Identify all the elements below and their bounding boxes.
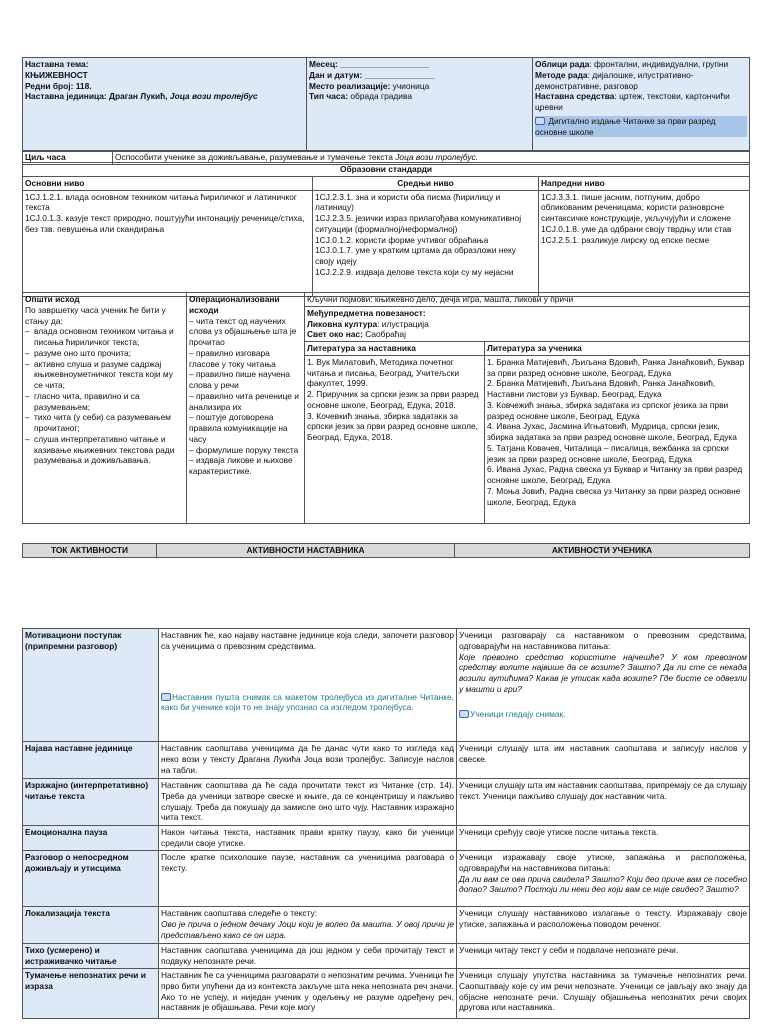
lit-item: 4. Ивана Јухас, Јасмина Игњатовић, Мудрица, српски језик, збирка задатака за први разред основне школе, Београд, Едука (487, 421, 737, 442)
student-digital: Ученици гледају снимак. (459, 709, 747, 720)
outcome-item: – влада основном техником читања и писања ћириличког текста; (25, 326, 174, 347)
methods-cell (533, 58, 750, 152)
topic-cell (23, 58, 307, 152)
key-concepts: Кључни појмови: књижевно дело, дечја игра, машта, ликови у причи (305, 293, 750, 307)
unit-label: Наставна јединица: (25, 91, 107, 102)
standard-item: 1СЈ.0.1.7. уме у кратким цртама да образложи неку своју идеју (315, 245, 516, 266)
student-lit-list (485, 355, 750, 523)
date-cell (307, 58, 533, 152)
activities-table (22, 628, 750, 1019)
standard-item: 1СЈ.3.3.1. пише јасним, потпуним, добро обликованим реченицама; користи разноврсне синтаксичке конструкције, укључујући и сложене (541, 191, 731, 223)
type-value: обрада градива (350, 91, 412, 102)
outcomes-table (22, 292, 750, 524)
standard-item: 1СЈ.1.2.1. влада основном техником читања ћириличког и латиничког текста (25, 191, 297, 213)
month-field: Месец: ___________________ (309, 59, 429, 69)
standard-item: 1СЈ.2.5.1. разликује лирску од епске песме (541, 234, 710, 245)
activity-student: Ученици слушају наставниково излагање о тексту. Изражавају своје утиске, запажања и расположења поводом реченог. (457, 907, 750, 944)
activity-teacher: Наставник саопштава ученицима да ће данас чути како то изгледа кад неко вози у тексту Драгана Лукића Јоца вози тролејбус. Записује наслов на табли. (159, 742, 457, 779)
place-value: учионица (392, 80, 430, 91)
lit-item: 7. Моња Јовић, Радна свеска уз Читанку за први разред основне школе, Београд, Едука (487, 485, 741, 507)
activity-stage: Мотивациони поступак (припремни разговор) (23, 629, 159, 742)
basic-level-title: Основни ниво (23, 176, 313, 190)
activity-row (23, 944, 750, 969)
forms-value: : фронтални, индивидуални, групни (589, 59, 729, 69)
teacher-lit-list (305, 355, 485, 523)
methods-value: : дијалошке, илустративно-демонстративне, разговор (535, 69, 694, 91)
lit-item: 5. Татјана Ковачев, Читалица – писалица, вежбанка за српски језик за први разред основне школе, Београд, Едука (487, 442, 729, 464)
lit-item: 3. Кочевкић знања, збирка задатака за српски језик за први разред основне школе, Београд, Едука, 2018. (307, 410, 478, 442)
activity-stage: Разговор о непосредном доживљају и утисцима (23, 851, 159, 907)
lit-item: 2. Бранка Матијевић, Љиљана Вдовић, Ранка Јанаћковић, Наставни листови уз Буквар, Београд, Едука (487, 378, 716, 399)
activity-teacher (159, 907, 457, 944)
digital-edition-text: Дигитално издање Читанке за први разред основне школе (535, 115, 716, 137)
activity-row (23, 907, 750, 944)
activity-stage: Изражајно (интерпретативно) читање текста (23, 779, 159, 826)
standard-item: 1СЈ.2.2.9. издваја делове текста који су му нејасни (315, 266, 514, 277)
activity-stage: Емоционална пауза (23, 826, 159, 851)
teacher-quote: Ово је прича о једном дечаку Јоци који је волео да машта. У овој причи је представљено како се он игра. (161, 918, 454, 940)
digital-edition (535, 116, 747, 138)
computer-icon (161, 693, 171, 701)
outcome-item: – тихо чита (у себи) са разумевањем прочитаног; (25, 412, 171, 433)
lit-item: 1. Бранка Матијевић, Љиљана Вдовић, Ранка Јанаћковић, Буквар за први разред основне школе, Београд, Едука (487, 356, 745, 378)
lit-item: 6. Ивана Јухас, Радна свеска уз Буквар и Читанку за први разред основне школе, Београд, Едука (487, 464, 743, 485)
computer-icon (459, 710, 469, 718)
middle-level-title: Средњи ниво (313, 176, 539, 190)
tools-label: Наставна средства (535, 91, 615, 102)
activity-student (457, 629, 750, 742)
outcome-item: – разуме оно што прочита; (25, 347, 131, 358)
activity-stage: Локализација текста (23, 907, 159, 944)
basic-level-list (23, 190, 313, 296)
activity-teacher: Наставник ће са ученицима разговарати о непознатим речима. Ученици ће прво бити упућени да из контекста закључе шта нека непозната реч значи. Ако то не успеју, и ниједан ученик у одељењу не разуме одређену реч, наставник је објашњава. Речи које могу (159, 969, 457, 1019)
activity-student: Ученици срећују своје утиске после читања текста. (457, 826, 750, 851)
operational-item: – издваја ликове и њихове карактеристике. (189, 455, 293, 476)
student-text: Ученици разговарају са наставником о превозним средствима, одговарајући на наставникова питања: (459, 630, 747, 651)
advanced-level-title: Напредни ниво (539, 176, 750, 190)
activity-teacher (159, 629, 457, 742)
goal-label: Циљ часа (23, 151, 113, 165)
standard-item: 1СЈ.0.1.3. казује текст природно, поштујући интонацију реченице/стиха, без тзв. певушења или скандирања (25, 213, 305, 234)
activity-student: Ученици читају текст у себи и подвлаче непознате речи. (457, 944, 750, 969)
correlation (305, 306, 750, 341)
activity-student: Ученици слушају шта им наставник саопштава, припремају се да слушају текст. Ученици пажљиво слушају док наставник чита. (457, 779, 750, 826)
activity-row (23, 779, 750, 826)
general-outcome-intro: По завршетку часа ученик ће бити у стању да: (25, 304, 166, 326)
outcome-item: – активно слуша и разуме садржај књижевноуметничког текста који му се чита; (25, 358, 173, 390)
standards-title: Образовни стандарди (23, 163, 750, 177)
operational-item: – формулише поруку текста (189, 444, 299, 455)
col-flow: ТОК АКТИВНОСТИ (23, 544, 157, 558)
outcome-item: – слуша интерпретативно читање и казивање књижевних текстова ради разумевања и доживљавања. (25, 433, 175, 466)
standards-table (22, 162, 750, 297)
outcome-item: – гласно чита, правилно и са разумевањем; (25, 390, 140, 412)
standard-item: 1СЈ.2.3.1. зна и користи оба писма (ћирилицу и латиницу) (315, 191, 501, 213)
operational-item: – правилно чита реченице и анализира их (189, 390, 299, 412)
activity-row (23, 826, 750, 851)
advanced-level-list (539, 190, 750, 296)
goal-text-main: Оспособити ученике за доживљавање, разумевање и тумачење текста (115, 152, 393, 162)
activity-teacher: Наставник саопштава ученицима да још једном у себи прочитају текст и подвуку непознате речи. (159, 944, 457, 969)
operational-outcomes (187, 293, 305, 524)
world-label: Свет око нас: (307, 329, 363, 340)
col-student: АКТИВНОСТИ УЧЕНИКА (455, 544, 750, 558)
type-label: Тип часа: (309, 91, 349, 102)
forms-label: Облици рада (535, 59, 590, 69)
activity-teacher: Наставник саопштава да ће сада прочитати текст из Читанке (стр. 14). Треба да ученици затворе свеске и књиге, да се концентришу и пажљиво слушају. Треба да покушају да замисле оно што чују. Наставник изражајно чита текст. (159, 779, 457, 826)
methods-label: Методе рада (535, 69, 588, 80)
lit-item: 3. Ковчежић знања, збирка задатака из српског језика за први разред основне школе, Београд, Едука (487, 399, 729, 421)
activity-row (23, 629, 750, 742)
unit-title: Јоца вози тролејбус (169, 91, 258, 102)
activity-row (23, 969, 750, 1019)
activity-stage: Тумачење непознатих речи и израза (23, 969, 159, 1019)
teacher-text: Наставник ће, као најаву наставне јединице која следи, започети разговор са ученицима о превозним средствима. (161, 630, 454, 651)
activity-stage: Тихо (усмерено) и истраживачко читање (23, 944, 159, 969)
col-teacher: АКТИВНОСТИ НАСТАВНИКА (157, 544, 455, 558)
operational-item: – правилно пише научена слова у речи (189, 369, 291, 390)
activity-row (23, 742, 750, 779)
goal-text-title: Јоца вози тролејбус. (395, 152, 479, 162)
activity-student (457, 851, 750, 907)
computer-icon (535, 117, 545, 125)
activity-teacher: Након читања текста, наставник прави кратку паузу, како би ученици средили своје утиске. (159, 826, 457, 851)
activity-teacher: После кратке психолошке паузе, наставник са ученицима разговара о тексту. (159, 851, 457, 907)
operational-item: – чита текст од научених слова уз објашњење шта је прочитао (189, 315, 297, 347)
student-lit-title: Литература за ученика (485, 342, 750, 356)
student-questions: Да ли вам се ова прича свидела? Зашто? Који део приче вам се посебно допао? Зашто? Постоји ли неки део који вам се није свидео? Зашто? (459, 873, 747, 895)
world-value: Саобраћај (365, 329, 406, 340)
activity-student: Ученици слушају шта им наставник саопштава и записују наслов у свеске. (457, 742, 750, 779)
general-outcome (23, 293, 187, 524)
standard-item: 1СЈ.0.1.2. користи форме учтивог обраћања (315, 234, 489, 245)
standard-item: 1СЈ.0.1.8. уме да одбрани своју тврдњу или став (541, 223, 732, 234)
topic-value: КЊИЖЕВНОСТ (25, 69, 88, 80)
teacher-lit-title: Литература за наставника (305, 342, 485, 356)
general-outcome-title: Општи исход (25, 294, 80, 304)
lit-item: 2. Приручник за српски језик за први разред основне школе, Београд, Едука, 2018. (307, 389, 479, 410)
unit-author: Драган Лукић, (109, 91, 168, 102)
operational-item: – поштује договорена правила комуникације на часу (189, 412, 288, 444)
teacher-digital: Наставник пушта снимак са макетом тролејбуса из дигиталне Читанке, како би ученике који то не знају упознао са изгледом тролејбуса. (161, 691, 454, 713)
lesson-header-table (22, 57, 750, 152)
correlation-title: Међупредметна повезаност: (307, 307, 426, 318)
tools-value: : цртеж, текстови, картончићи цревни (535, 91, 730, 112)
place-label: Место реализације: (309, 80, 391, 91)
operational-outcomes-title: Операционализовани исходи (189, 294, 280, 315)
student-text: Ученици изражавају своје утиске, запажања и расположења, одговарајући на наставникова питања: (459, 852, 747, 873)
activity-student: Ученици слушају упутства наставника за тумачење непознатих речи. Саопштавају које су им речи непознате. Ученици се јављају ако знају да објасне непознате речи. Слушају објашњења непознатих речи својих другова или наставника. (457, 969, 750, 1019)
operational-item: – правилно изговара гласове у току читања (189, 347, 276, 369)
art-value: : илустрација (377, 318, 429, 329)
topic-label: Наставна тема: (25, 59, 89, 69)
middle-level-list (313, 190, 539, 296)
art-label: Ликовна култура (307, 318, 378, 329)
activity-header-table (22, 543, 750, 558)
activity-stage: Најава наставне јединице (23, 742, 159, 779)
lit-item: 1. Вук Милатовић, Методика почетног читања и писања, Београд, Учитељски факултет, 1999. (307, 356, 460, 389)
teacher-text: Наставник саопштава следеће о тексту: (161, 908, 318, 918)
student-questions: Које превозно средство користите најчешће? У ком превозном средству волите највише да се возите? Зашто? Да ли сте се некада возили аутићима? Какав је утисак када возите? Где бисте се одвезли у машти и гри? (459, 651, 747, 694)
date-field: Дан и датум: _______________ (309, 69, 435, 80)
activity-row (23, 851, 750, 907)
lesson-number: Редни број: 118. (25, 80, 92, 91)
standard-item: 1СЈ.2.3.5. језички израз прилагођава комуникативној ситуацији (формалној/неформалној) (315, 213, 522, 234)
